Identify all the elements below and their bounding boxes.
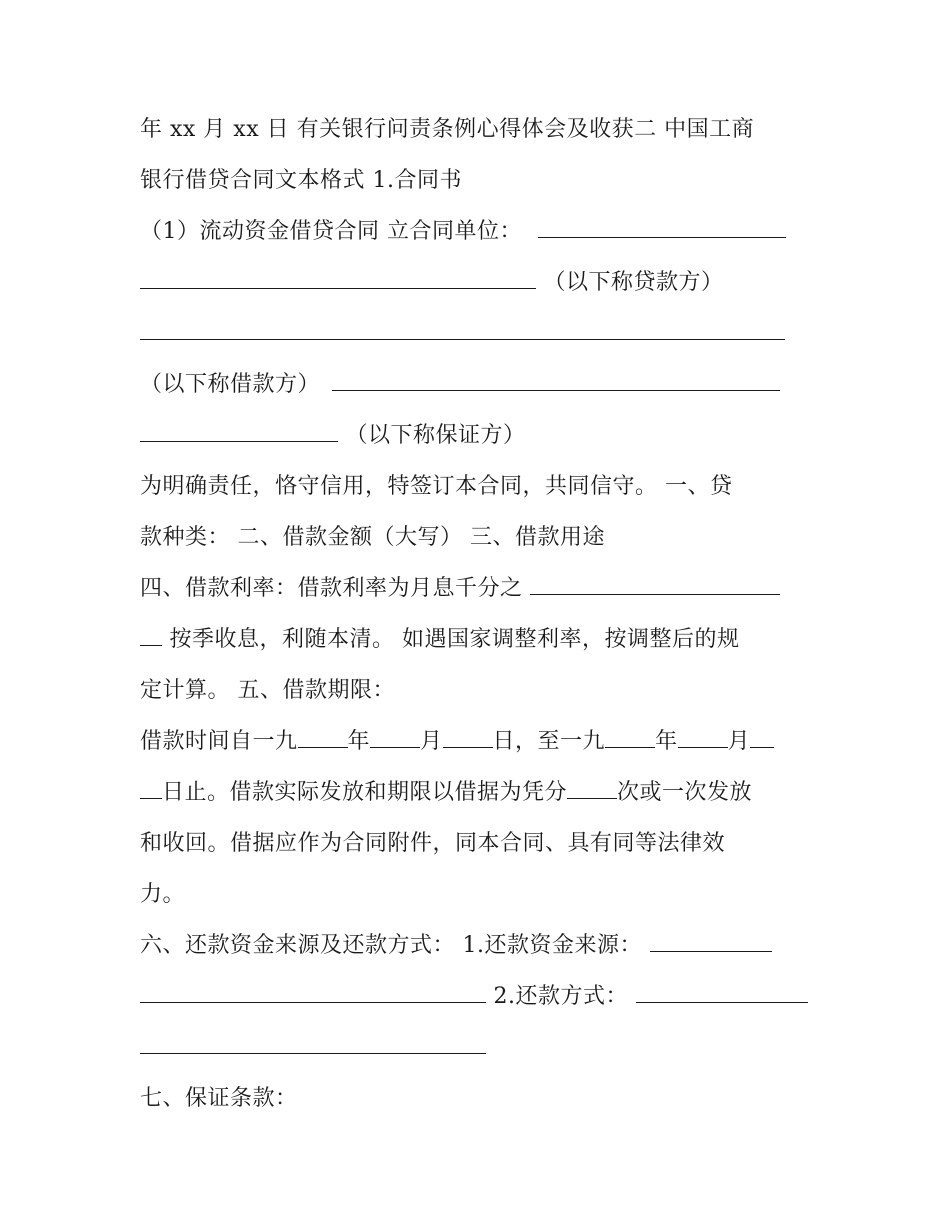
text-until: 日，至一九 <box>492 729 606 754</box>
line-8 <box>140 472 733 502</box>
text-year-1: 年 <box>347 729 371 754</box>
line-11 <box>140 625 740 655</box>
line-2 <box>140 166 462 196</box>
text-guarantee-clause: 七、保证条款： <box>140 1086 298 1111</box>
line-13 <box>140 727 774 757</box>
text-issuance-2: 次或一次发放 <box>617 780 753 805</box>
text-repayment: 六、还款资金来源及还款方式： 1.还款资金来源： <box>140 933 642 958</box>
blank-end-day-2 <box>140 778 162 799</box>
line-7 <box>140 421 526 451</box>
blank-contract-unit <box>538 217 786 238</box>
blank-interest-rate <box>530 574 780 595</box>
text-contract-parties: （1）流动资金借贷合同 立合同单位： <box>140 219 522 244</box>
text-loan-term: 定计算。 五、借款期限： <box>140 678 395 703</box>
text-interest-rate: 四、借款利率：借款利率为月息千分之 <box>140 576 523 601</box>
text-month-1: 月 <box>420 729 443 754</box>
text-issuance: 日止。借款实际发放和期限以借据为凭分 <box>162 780 568 805</box>
blank-start-year <box>298 727 348 748</box>
blank-guarantor <box>332 370 780 391</box>
line-16 <box>140 880 185 910</box>
blank-repayment-source <box>650 931 772 952</box>
line-19 <box>140 1033 486 1063</box>
blank-lender <box>140 268 536 289</box>
blank-start-day <box>443 727 493 748</box>
line-6 <box>140 370 780 400</box>
line-1 <box>140 115 754 145</box>
line-3 <box>140 217 786 247</box>
blank-end-day <box>750 727 774 748</box>
text-year-2: 年 <box>655 729 678 754</box>
line-15 <box>140 829 725 859</box>
blank-repayment-source-2 <box>140 982 486 1003</box>
blank-end-month <box>678 727 728 748</box>
blank-repayment-method-2 <box>140 1033 486 1054</box>
line-17 <box>140 931 772 961</box>
text-interest-collection: 按季收息，利随本清。 如遇国家调整利率，按调整后的规 <box>169 627 740 652</box>
text-repayment-method: 2.还款方式： <box>493 984 628 1009</box>
blank-borrower <box>140 319 785 340</box>
blank-end-year <box>605 727 655 748</box>
line-9 <box>140 523 605 553</box>
blank-guarantor-2 <box>140 421 338 442</box>
line-14 <box>140 778 752 808</box>
text-contract-format: 银行借贷合同文本格式 1.合同书 <box>140 168 462 193</box>
line-20 <box>140 1084 298 1114</box>
text-month-2: 月 <box>727 729 751 754</box>
text-loan-period-start: 借款时间自一九 <box>140 729 298 754</box>
text-attachment: 和收回。借据应作为合同附件，同本合同、具有同等法律效 <box>140 831 726 856</box>
text-effect: 力。 <box>140 882 186 907</box>
blank-repayment-method <box>636 982 808 1003</box>
line-12 <box>140 676 395 706</box>
text-responsibility: 为明确责任，恪守信用，特签订本合同，共同信守。 一、贷 <box>140 474 733 499</box>
blank-interest-rate-2 <box>140 625 162 646</box>
text-date-title: 年 xx 月 xx 日 有关银行问责条例心得体会及收获二 中国工商 <box>140 117 755 142</box>
blank-installments <box>567 778 617 799</box>
line-4 <box>140 268 724 298</box>
line-5 <box>140 319 785 349</box>
text-guarantor-label: （以下称保证方） <box>345 423 526 448</box>
text-borrower-label: （以下称借款方） <box>140 372 321 397</box>
text-lender-label: （以下称贷款方） <box>543 270 724 295</box>
line-10 <box>140 574 780 604</box>
line-18 <box>140 982 808 1012</box>
blank-start-month <box>370 727 420 748</box>
text-loan-type: 款种类： 二、借款金额（大写） 三、借款用途 <box>140 525 605 550</box>
